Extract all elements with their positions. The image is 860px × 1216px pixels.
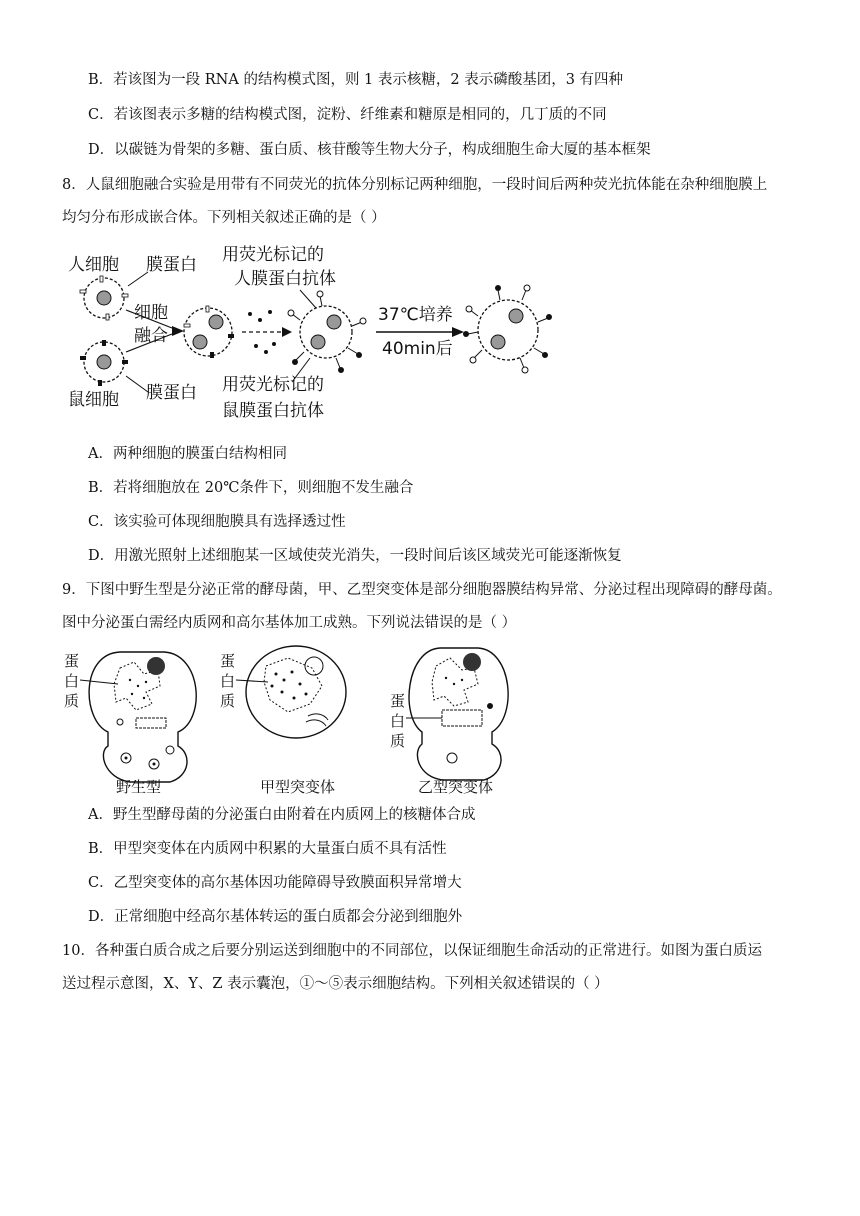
q9-yeast-figure [60,640,520,800]
label-protein-1c: 质 [64,692,80,710]
label-culture-temp: 37℃培养 [378,305,453,325]
mosaic-cell-icon [463,285,552,373]
q7-option-d: D．以碳链为骨架的多糖、蛋白质、核苷酸等生物大分子，构成细胞生命大厦的基本框架 [88,142,651,158]
q7-option-b: B．若该图为一段 RNA 的结构模式图，则 1 表示核糖，2 表示磷酸基团，3 有四种 [88,72,624,88]
label-membrane-protein-top: 膜蛋白 [146,255,197,275]
human-cell-icon [80,276,128,320]
q8-option-c: C．该实验可体现细胞膜具有选择透过性 [88,514,346,530]
q10-stem-line1: 10．各种蛋白质合成之后要分别运送到细胞中的不同部位，以保证细胞生命活动的正常进行。如图为蛋白质运 [62,943,762,959]
q8-option-d: D．用激光照射上述细胞某一区域使荧光消失，一段时间后该区域荧光可能逐渐恢复 [88,548,622,564]
label-protein-2a: 蛋 [220,652,236,670]
q9-stem-line2: 图中分泌蛋白需经内质网和高尔基体加工成熟。下列说法错误的是（ ） [62,615,517,631]
q8-stem-line1: 8．人鼠细胞融合实验是用带有不同荧光的抗体分别标记两种细胞，一段时间后两种荧光抗体能在杂种细胞膜上 [62,177,768,193]
label-fusion-1: 细胞 [134,303,168,323]
mutant-b-cell-icon [409,648,508,780]
q8-option-b: B．若将细胞放在 20℃条件下，则细胞不发生融合 [88,480,414,496]
q9-option-d: D．正常细胞中经高尔基体转运的蛋白质都会分泌到细胞外 [88,909,463,925]
label-antibody-human-1: 用荧光标记的 [222,245,324,265]
q9-option-b: B．甲型突变体在内质网中积累的大量蛋白质不具有活性 [88,841,447,857]
label-human-cell: 人细胞 [68,255,119,275]
label-wild-type: 野生型 [116,778,162,796]
label-protein-3c: 质 [390,732,406,750]
label-mouse-cell: 鼠细胞 [68,390,119,410]
fused-cell-icon [184,306,234,358]
label-antibody-mouse-1: 用荧光标记的 [222,375,324,395]
wild-type-cell-icon [89,652,196,782]
label-protein-3b: 白 [390,712,406,730]
label-protein-1b: 白 [64,672,80,690]
q7-option-c: C．若该图表示多糖的结构模式图，淀粉、纤维素和糖原是相同的，几丁质的不同 [88,107,607,123]
q9-option-a: A．野生型酵母菌的分泌蛋白由附着在内质网上的核糖体合成 [88,807,476,823]
label-fusion-2: 融合 [134,326,168,346]
label-membrane-protein-bottom: 膜蛋白 [146,383,197,403]
label-mutant-b: 乙型突变体 [418,778,494,796]
label-antibody-mouse-2: 鼠膜蛋白抗体 [222,401,324,421]
label-mutant-a: 甲型突变体 [260,778,336,796]
q10-stem-line2: 送过程示意图，X、Y、Z 表示囊泡，①～⑤表示细胞结构。下列相关叙述错误的（ ） [62,976,609,992]
label-culture-time: 40min后 [382,339,453,359]
label-protein-2b: 白 [220,672,236,690]
q8-stem-line2: 均匀分布形成嵌合体。下列相关叙述正确的是（ ） [62,210,386,226]
q8-cell-fusion-figure [60,240,560,430]
q8-option-a: A．两种细胞的膜蛋白结构相同 [88,446,287,462]
mutant-a-cell-icon [246,646,346,738]
label-antibody-human-2: 人膜蛋白抗体 [234,269,336,289]
label-protein-3a: 蛋 [390,692,406,710]
label-protein-1a: 蛋 [64,652,80,670]
mouse-cell-icon [80,340,128,386]
q9-stem-line1: 9．下图中野生型是分泌正常的酵母菌，甲、乙型突变体是部分细胞器膜结构异常、分泌过程出现障碍的酵母菌。 [62,582,782,598]
label-protein-2c: 质 [220,692,236,710]
q9-option-c: C．乙型突变体的高尔基体因功能障碍导致膜面积异常增大 [88,875,462,891]
labeled-cell-icon [288,291,366,373]
